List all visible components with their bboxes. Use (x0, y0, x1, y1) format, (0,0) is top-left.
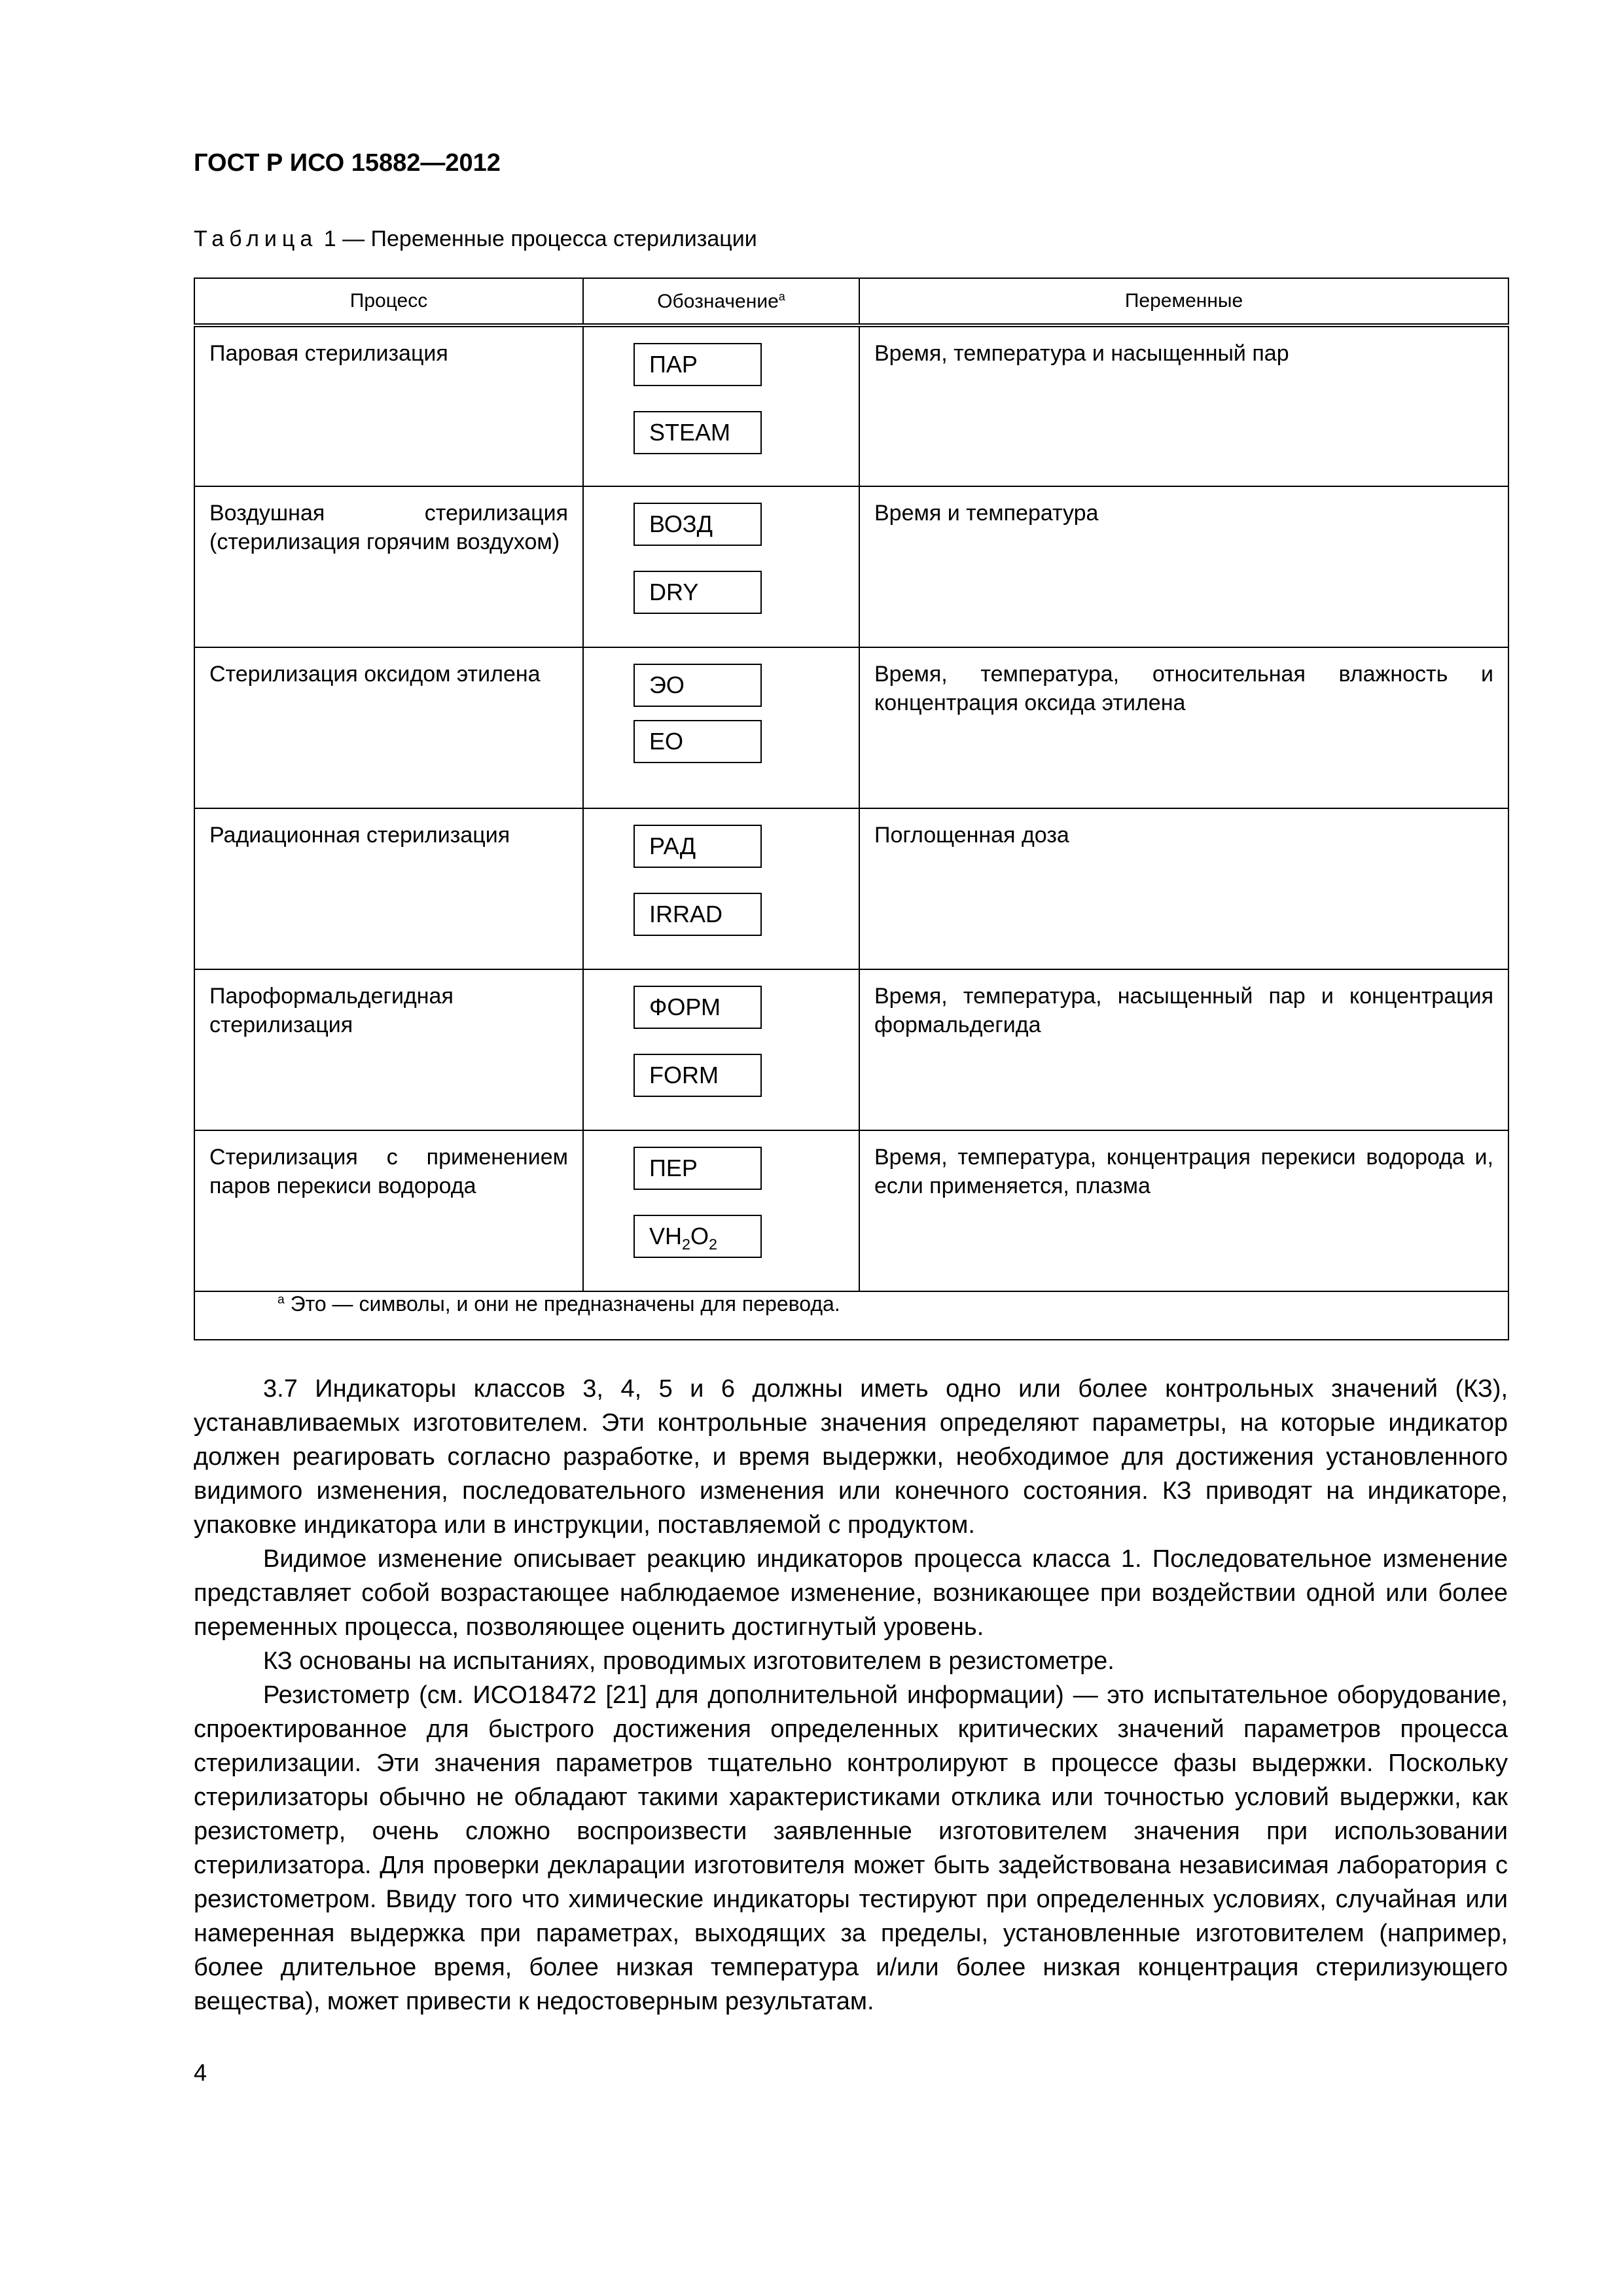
column-header-process: Процесс (194, 278, 583, 325)
variables-cell: Время, температура и насыщенный пар (859, 325, 1508, 486)
paragraph: Резистометр (см. ИСО18472 [21] для дополнительной информации) — это испытательное оборудование, спроектированное для быстрого достижения определенных критических значений параметров процесса стерилизации. Эти значения параметров тщательно контролируют в процессе фазы выдержки. Поскольку стерилизаторы обычно не обладают такими характеристиками отклика или точностью условий выдержки, как резистометр, очень сложно воспроизвести заявленные изготовителем значения при использовании стерилизатора. Для проверки декларации изготовителя может быть задействована независимая лаборатория с резистометром. Ввиду того что химические индикаторы тестируют при определенных условиях, случайная или намеренная выдержка при параметрах, выходящих за пределы, установленные изготовителем (например, более длительное время, более низкая температура и/или более низкая концентрация стерилизующего вещества), может привести к недостоверным результатам. (194, 1681, 1508, 2015)
symbol-box: FORM (633, 1054, 762, 1097)
symbol-box: ЭО (633, 664, 762, 707)
table-footnote-row (194, 1291, 1508, 1340)
variables-cell: Поглощенная доза (859, 808, 1508, 969)
symbol-box: ПЕР (633, 1147, 762, 1190)
column-header-variables: Переменные (859, 278, 1508, 325)
symbol-cell (583, 325, 859, 486)
symbol-box: IRRAD (633, 893, 762, 936)
table-caption-text: 1 — Переменные процесса стерилизации (317, 226, 757, 251)
page-number: 4 (194, 2059, 207, 2086)
table-row (194, 325, 1508, 486)
table-header-row (194, 278, 1508, 325)
symbol-cell (583, 969, 859, 1130)
footnote-text: Это — символы, и они не предназначены для перевода. (284, 1292, 840, 1316)
symbol-box: ФОРМ (633, 986, 762, 1029)
table-caption-label: Таблица (194, 226, 318, 251)
paragraph: Видимое изменение описывает реакцию индикаторов процесса класса 1. Последовательное изменение представляет собой возрастающее наблюдаемое изменение, возникающее при воздействии одной или более переменных процесса, позволяющее оценить достигнутый уровень. (194, 1545, 1508, 1641)
table-footnote (194, 1291, 1508, 1340)
document-header: ГОСТ Р ИСО 15882—2012 (194, 149, 501, 177)
column-footnote-mark: a (778, 289, 785, 303)
symbol-box: РАД (633, 825, 762, 868)
symbol-box: EO (633, 720, 762, 763)
process-cell: Стерилизация оксидом этилена (194, 647, 583, 808)
symbol-cell (583, 808, 859, 969)
body-text (194, 1372, 1508, 2018)
process-cell: Стерилизация с применением паров перекиси водорода (194, 1130, 583, 1291)
variables-cell: Время, температура, насыщенный пар и концентрация формальдегида (859, 969, 1508, 1130)
symbol-cell (583, 1130, 859, 1291)
table-row (194, 808, 1508, 969)
column-header-symbol: Обозначение$^a$ (583, 278, 859, 325)
process-cell: Паровая стерилизация (194, 325, 583, 486)
footnote-mark: a (277, 1293, 285, 1307)
table-caption (194, 226, 757, 252)
process-cell: Радиационная стерилизация (194, 808, 583, 969)
symbol-box: ВОЗД (633, 503, 762, 546)
paragraph: КЗ основаны на испытаниях, проводимых изготовителем в резистометре. (263, 1647, 1115, 1675)
symbol-box: ПАР (633, 343, 762, 386)
symbol-box-vh2o2: $VH_2O_2$ (633, 1215, 762, 1258)
table-row (194, 647, 1508, 808)
table-row (194, 969, 1508, 1130)
sterilization-variables-table (194, 278, 1509, 1340)
variables-cell: Время и температура (859, 486, 1508, 647)
paragraph: 3.7 Индикаторы классов 3, 4, 5 и 6 должны иметь одно или более контрольных значений (КЗ), устанавливаемых изготовителем. Эти контрольные значения определяют параметры, на которые индикатор должен реагировать согласно разработке, и время выдержки, необходимое для достижения установленного видимого изменения, последовательного изменения или конечного состояния. КЗ приводят на индикаторе, упаковке индикатора или в инструкции, поставляемой с продуктом. (194, 1375, 1508, 1539)
variables-cell: Время, температура, относительная влажность и концентрация оксида этилена (859, 647, 1508, 808)
symbol-cell (583, 486, 859, 647)
process-cell: Воздушная стерилизация (стерилизация горячим воздухом) (194, 486, 583, 647)
symbol-box: STEAM (633, 411, 762, 454)
process-cell: Пароформальдегидная стерилизация (194, 969, 583, 1130)
symbol-box: DRY (633, 571, 762, 614)
table-row (194, 486, 1508, 647)
table-row (194, 1130, 1508, 1291)
symbol-cell (583, 647, 859, 808)
variables-cell: Время, температура, концентрация перекиси водорода и, если применяется, плазма (859, 1130, 1508, 1291)
